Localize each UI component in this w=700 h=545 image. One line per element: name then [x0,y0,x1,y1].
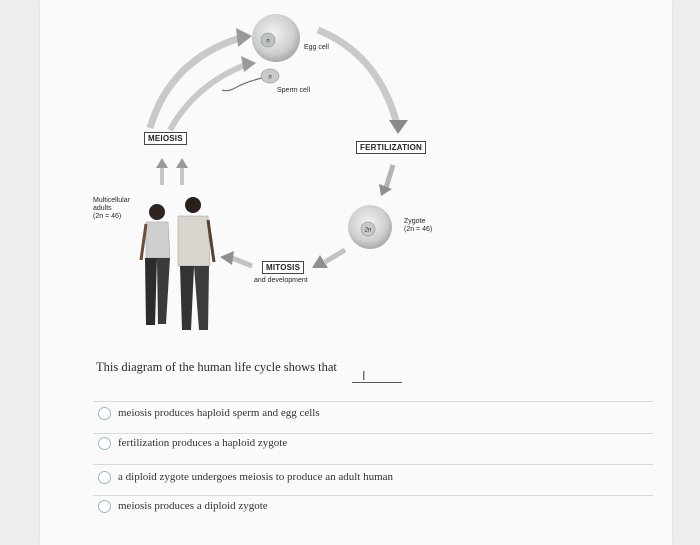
mitosis-label: MITOSIS [262,261,304,274]
zygote-ploidy-label: 2n [364,227,372,234]
radio-button[interactable] [98,500,111,513]
adult-figures-image [141,197,214,330]
adults-label [93,197,130,221]
adults-label-line2: adults [93,205,112,212]
text-cursor-icon: I [362,369,366,383]
answer-option-2[interactable] [98,434,287,452]
fertilization-arrow-head [389,120,408,134]
meiosis-arrow-1 [150,38,240,128]
divider [93,464,653,465]
fertilization-label: FERTILIZATION [356,141,426,154]
divider [93,495,653,496]
egg-cell [252,14,300,62]
answer-option-label: meiosis produces a diploid zygote [118,500,268,512]
zygote-label [404,218,432,234]
radio-button[interactable] [98,437,111,450]
radio-button[interactable] [98,471,111,484]
meiosis-up-arrow-2-head [176,158,188,168]
answer-option-label: meiosis produces haploid sperm and egg cells [118,407,320,419]
zygote-label-line1: Zygote [404,218,426,225]
egg-cell-label: Egg cell [304,44,329,51]
answer-option-label: fertilization produces a haploid zygote [118,437,288,449]
divider [93,401,653,402]
answer-option-1[interactable] [98,404,320,422]
adults-label-line1: Multicellular [93,197,130,204]
radio-button[interactable] [98,407,111,420]
sperm-cell-label: Sperm cell [277,87,311,94]
question-text: This diagram of the human life cycle shows that [96,360,337,374]
mitosis-arrow-2-head [220,251,234,265]
answer-option-label: a diploid zygote undergoes meiosis to produce an adult human [118,471,394,483]
mitosis-arrow-2 [232,258,252,266]
fertilization-arrow [318,30,398,128]
meiosis-up-arrow-1-head [156,158,168,168]
answer-option-3[interactable] [98,468,393,486]
meiosis-label: MEIOSIS [144,132,187,145]
mitosis-sub-label: and development [254,277,308,284]
zygote-arrow [386,165,393,188]
zygote-label-line2: (2n = 46) [404,226,433,233]
mitosis-arrow-1 [325,250,345,262]
meiosis-arrow-1-head [236,28,252,47]
answer-option-4[interactable] [98,497,268,515]
egg-ploidy-label: n [266,38,270,45]
sperm-ploidy-label: n [268,74,272,81]
sperm-tail [222,78,262,91]
meiosis-arrow-2-head [241,56,256,72]
answer-blank[interactable] [352,370,402,383]
adults-label-line3: (2n = 46) [93,213,122,220]
